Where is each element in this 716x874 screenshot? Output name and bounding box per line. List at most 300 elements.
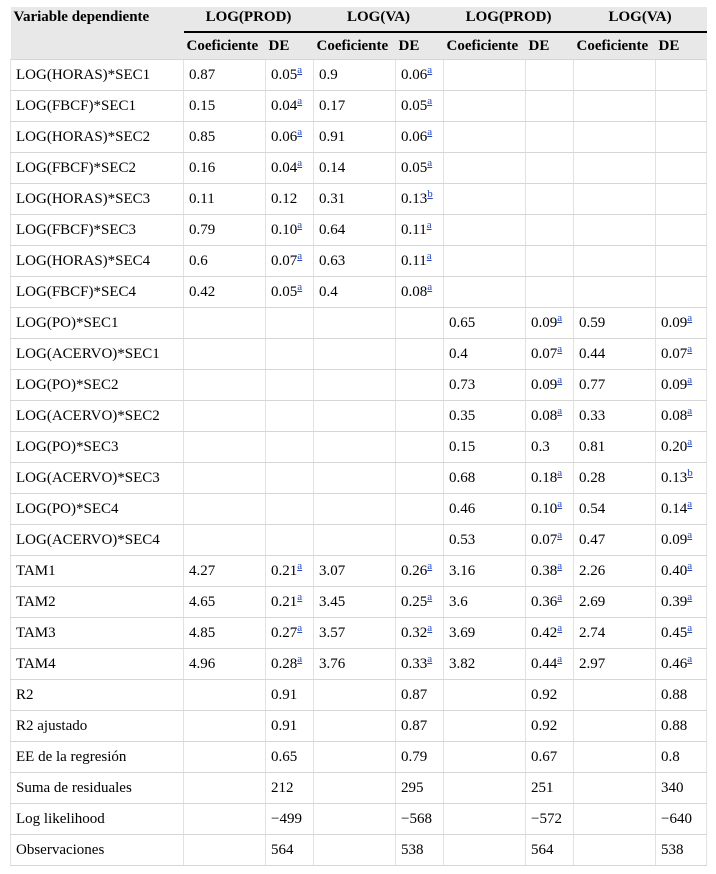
- footnote-link[interactable]: a: [687, 497, 693, 510]
- std-error-value: 538: [661, 841, 684, 858]
- footnote-link[interactable]: a: [297, 559, 303, 572]
- std-error-cell: [396, 339, 444, 370]
- std-error-cell: [266, 680, 314, 711]
- std-error-value: −572: [531, 810, 562, 827]
- std-error-value: 340: [661, 779, 684, 796]
- footnote-link[interactable]: a: [427, 621, 433, 634]
- std-error-cell: [526, 60, 574, 91]
- table-row: [11, 432, 707, 463]
- coefficient-cell: [314, 680, 396, 711]
- std-error-cell: [266, 773, 314, 804]
- footnote-link[interactable]: a: [427, 94, 433, 107]
- std-error-cell: [526, 91, 574, 122]
- std-error-cell: [396, 184, 444, 215]
- std-error-cell: [266, 711, 314, 742]
- table-row: [11, 370, 707, 401]
- std-error-cell: [396, 277, 444, 308]
- footnote-link[interactable]: a: [687, 621, 693, 634]
- std-error-cell: [266, 556, 314, 587]
- std-error-value: 0.11: [401, 221, 427, 238]
- std-error-value: 0.21: [271, 593, 298, 610]
- footnote-link[interactable]: a: [557, 311, 563, 324]
- std-error-cell: [656, 649, 707, 680]
- std-error-value: 0.92: [531, 717, 558, 734]
- table-row: [11, 649, 707, 680]
- std-error-cell: [656, 246, 707, 277]
- std-error-cell: [396, 308, 444, 339]
- footnote-link[interactable]: a: [427, 652, 433, 665]
- std-error-value: 0.39: [661, 593, 688, 610]
- table-row: [11, 680, 707, 711]
- coefficient-cell: [314, 370, 396, 401]
- std-error-cell: [526, 370, 574, 401]
- std-error-value: 0.11: [401, 252, 427, 269]
- table-row: [11, 742, 707, 773]
- coefficient-cell: [184, 525, 266, 556]
- std-error-value: 0.05: [271, 66, 298, 83]
- std-error-cell: [266, 153, 314, 184]
- std-error-cell: [656, 587, 707, 618]
- footnote-link[interactable]: a: [557, 621, 563, 634]
- coefficient-cell: 3.76: [314, 649, 396, 680]
- table-row: [11, 308, 707, 339]
- row-label: LOG(ACERVO)*SEC1: [11, 339, 184, 370]
- coefficient-cell: 0.6: [184, 246, 266, 277]
- coefficient-cell: 0.85: [184, 122, 266, 153]
- coefficient-cell: [574, 804, 656, 835]
- row-label: LOG(PO)*SEC2: [11, 370, 184, 401]
- coefficient-cell: 0.53: [444, 525, 526, 556]
- coefficient-cell: 2.74: [574, 618, 656, 649]
- coefficient-cell: 3.69: [444, 618, 526, 649]
- std-error-value: 0.26: [401, 562, 428, 579]
- header-coeficiente: Coeficiente: [574, 32, 656, 60]
- std-error-cell: [656, 525, 707, 556]
- row-label: R2: [11, 680, 184, 711]
- coefficient-cell: 0.4: [444, 339, 526, 370]
- table-row: [11, 525, 707, 556]
- std-error-cell: [526, 308, 574, 339]
- coefficient-cell: 0.65: [444, 308, 526, 339]
- coefficient-cell: [314, 463, 396, 494]
- footnote-link[interactable]: a: [687, 311, 693, 324]
- footnote-link[interactable]: a: [426, 249, 432, 262]
- coefficient-cell: [444, 122, 526, 153]
- coefficient-cell: 0.64: [314, 215, 396, 246]
- coefficient-cell: [444, 91, 526, 122]
- std-error-cell: [656, 556, 707, 587]
- coefficient-cell: 0.73: [444, 370, 526, 401]
- std-error-value: 0.07: [661, 345, 688, 362]
- std-error-value: 0.28: [271, 655, 298, 672]
- std-error-value: 0.88: [661, 717, 688, 734]
- footnote-link[interactable]: a: [557, 497, 563, 510]
- coefficient-cell: 4.85: [184, 618, 266, 649]
- table-row: [11, 773, 707, 804]
- std-error-value: 0.25: [401, 593, 428, 610]
- std-error-cell: [266, 215, 314, 246]
- std-error-cell: [266, 804, 314, 835]
- footnote-link[interactable]: a: [687, 342, 693, 355]
- coefficient-cell: 0.54: [574, 494, 656, 525]
- coefficient-cell: [574, 246, 656, 277]
- footnote-link[interactable]: a: [687, 590, 693, 603]
- coefficient-cell: 0.77: [574, 370, 656, 401]
- std-error-cell: [526, 804, 574, 835]
- std-error-cell: [396, 742, 444, 773]
- std-error-cell: [396, 246, 444, 277]
- coefficient-cell: [314, 339, 396, 370]
- std-error-cell: [526, 835, 574, 866]
- coefficient-cell: 3.6: [444, 587, 526, 618]
- coefficient-cell: [574, 742, 656, 773]
- footnote-link[interactable]: a: [687, 528, 693, 541]
- table-row: [11, 60, 707, 91]
- std-error-value: 0.13: [401, 190, 428, 207]
- std-error-cell: [396, 711, 444, 742]
- std-error-value: 0.04: [271, 97, 298, 114]
- table-row: [11, 556, 707, 587]
- coefficient-cell: [444, 60, 526, 91]
- table-row: [11, 494, 707, 525]
- std-error-value: 0.65: [271, 748, 298, 765]
- row-label: TAM3: [11, 618, 184, 649]
- std-error-cell: [656, 215, 707, 246]
- std-error-value: 0.09: [661, 376, 688, 393]
- coefficient-cell: 0.79: [184, 215, 266, 246]
- std-error-cell: [266, 277, 314, 308]
- std-error-cell: [526, 153, 574, 184]
- table-row: [11, 804, 707, 835]
- std-error-value: 0.06: [401, 128, 428, 145]
- footnote-link[interactable]: a: [426, 218, 432, 231]
- std-error-value: 0.10: [531, 500, 558, 517]
- table-row: [11, 215, 707, 246]
- std-error-value: 0.8: [661, 748, 680, 765]
- table-row: [11, 91, 707, 122]
- coefficient-cell: 0.42: [184, 277, 266, 308]
- std-error-cell: [526, 494, 574, 525]
- footnote-link[interactable]: a: [557, 590, 563, 603]
- std-error-cell: [266, 60, 314, 91]
- header-de: DE: [656, 32, 707, 60]
- footnote-link[interactable]: a: [427, 156, 433, 169]
- std-error-cell: [656, 401, 707, 432]
- std-error-value: 0.88: [661, 686, 688, 703]
- std-error-cell: [396, 494, 444, 525]
- row-label: LOG(ACERVO)*SEC3: [11, 463, 184, 494]
- coefficient-cell: [574, 91, 656, 122]
- coefficient-cell: 0.9: [314, 60, 396, 91]
- coefficient-cell: [574, 60, 656, 91]
- std-error-value: 538: [401, 841, 424, 858]
- coefficient-cell: [444, 153, 526, 184]
- std-error-cell: [266, 463, 314, 494]
- header-group-3: LOG(PROD): [444, 7, 574, 32]
- std-error-cell: [526, 122, 574, 153]
- coefficient-cell: 4.27: [184, 556, 266, 587]
- coefficient-cell: [184, 835, 266, 866]
- coefficient-cell: [314, 711, 396, 742]
- row-label: LOG(ACERVO)*SEC4: [11, 525, 184, 556]
- std-error-cell: [526, 742, 574, 773]
- std-error-value: 0.20: [661, 438, 688, 455]
- row-label: LOG(HORAS)*SEC2: [11, 122, 184, 153]
- coefficient-cell: 3.07: [314, 556, 396, 587]
- std-error-value: 0.04: [271, 159, 298, 176]
- std-error-cell: [396, 773, 444, 804]
- std-error-cell: [396, 525, 444, 556]
- std-error-value: 0.09: [661, 314, 688, 331]
- coefficient-cell: 0.4: [314, 277, 396, 308]
- std-error-value: 251: [531, 779, 554, 796]
- std-error-value: 295: [401, 779, 424, 796]
- header-group-1: LOG(PROD): [184, 7, 314, 32]
- coefficient-cell: [574, 835, 656, 866]
- std-error-value: 212: [271, 779, 294, 796]
- coefficient-cell: [574, 122, 656, 153]
- coefficient-cell: [314, 525, 396, 556]
- std-error-value: 0.44: [531, 655, 558, 672]
- coefficient-cell: [444, 773, 526, 804]
- footnote-link[interactable]: a: [297, 156, 303, 169]
- footnote-link[interactable]: a: [557, 559, 563, 572]
- coefficient-cell: [314, 494, 396, 525]
- std-error-cell: [656, 153, 707, 184]
- coefficient-cell: [184, 804, 266, 835]
- row-label: EE de la regresión: [11, 742, 184, 773]
- std-error-cell: [526, 773, 574, 804]
- footnote-link[interactable]: a: [427, 280, 433, 293]
- std-error-value: 0.09: [531, 376, 558, 393]
- std-error-cell: [526, 339, 574, 370]
- footnote-link[interactable]: a: [687, 652, 693, 665]
- table-row: [11, 277, 707, 308]
- coefficient-cell: 0.63: [314, 246, 396, 277]
- footnote-link[interactable]: a: [557, 466, 563, 479]
- coefficient-cell: 4.65: [184, 587, 266, 618]
- std-error-cell: [396, 680, 444, 711]
- coefficient-cell: [314, 804, 396, 835]
- coefficient-cell: [574, 153, 656, 184]
- coefficient-cell: 3.57: [314, 618, 396, 649]
- std-error-cell: [656, 60, 707, 91]
- footnote-link[interactable]: a: [297, 590, 303, 603]
- footnote-link[interactable]: a: [297, 249, 303, 262]
- footnote-link[interactable]: a: [687, 404, 693, 417]
- coefficient-cell: [444, 184, 526, 215]
- std-error-value: 0.27: [271, 624, 298, 641]
- header-dependent-variable: Variable dependiente: [11, 7, 184, 60]
- footnote-link[interactable]: a: [427, 63, 433, 76]
- footnote-link[interactable]: a: [297, 94, 303, 107]
- coefficient-cell: 0.59: [574, 308, 656, 339]
- table-row: [11, 401, 707, 432]
- coefficient-cell: 0.28: [574, 463, 656, 494]
- std-error-cell: [526, 556, 574, 587]
- std-error-cell: [526, 587, 574, 618]
- std-error-value: 0.05: [401, 159, 428, 176]
- row-label: LOG(FBCF)*SEC1: [11, 91, 184, 122]
- coefficient-cell: [574, 277, 656, 308]
- coefficient-cell: 0.16: [184, 153, 266, 184]
- std-error-cell: [396, 804, 444, 835]
- footnote-link[interactable]: a: [557, 342, 563, 355]
- std-error-cell: [266, 91, 314, 122]
- footnote-link[interactable]: a: [687, 435, 693, 448]
- std-error-cell: [656, 773, 707, 804]
- row-label: LOG(HORAS)*SEC3: [11, 184, 184, 215]
- footnote-link[interactable]: a: [297, 652, 303, 665]
- row-label: Observaciones: [11, 835, 184, 866]
- footnote-link[interactable]: a: [297, 125, 303, 138]
- std-error-cell: [526, 246, 574, 277]
- std-error-cell: [266, 432, 314, 463]
- header-coeficiente: Coeficiente: [444, 32, 526, 60]
- std-error-cell: [656, 835, 707, 866]
- std-error-cell: [396, 463, 444, 494]
- std-error-cell: [526, 649, 574, 680]
- coefficient-cell: [444, 835, 526, 866]
- coefficient-cell: 0.11: [184, 184, 266, 215]
- row-label: LOG(HORAS)*SEC1: [11, 60, 184, 91]
- std-error-cell: [266, 835, 314, 866]
- std-error-cell: [266, 401, 314, 432]
- header-de: DE: [396, 32, 444, 60]
- std-error-value: 0.05: [271, 283, 298, 300]
- coefficient-cell: 0.31: [314, 184, 396, 215]
- std-error-cell: [266, 618, 314, 649]
- std-error-value: 0.12: [271, 190, 298, 207]
- coefficient-cell: 0.14: [314, 153, 396, 184]
- std-error-cell: [526, 432, 574, 463]
- footnote-link[interactable]: a: [557, 373, 563, 386]
- coefficient-cell: [184, 711, 266, 742]
- std-error-value: 564: [271, 841, 294, 858]
- row-label: LOG(ACERVO)*SEC2: [11, 401, 184, 432]
- coefficient-cell: [184, 680, 266, 711]
- header-group-2: LOG(VA): [314, 7, 444, 32]
- coefficient-cell: 0.15: [444, 432, 526, 463]
- std-error-cell: [656, 308, 707, 339]
- coefficient-cell: [184, 773, 266, 804]
- coefficient-cell: [574, 680, 656, 711]
- coefficient-cell: 4.96: [184, 649, 266, 680]
- std-error-value: −568: [401, 810, 432, 827]
- std-error-cell: [656, 122, 707, 153]
- coefficient-cell: [444, 711, 526, 742]
- std-error-cell: [526, 711, 574, 742]
- table-row: [11, 153, 707, 184]
- std-error-cell: [526, 525, 574, 556]
- std-error-cell: [396, 370, 444, 401]
- row-label: TAM4: [11, 649, 184, 680]
- std-error-value: 0.07: [531, 345, 558, 362]
- std-error-cell: [396, 618, 444, 649]
- footnote-link[interactable]: a: [687, 373, 693, 386]
- table-row: [11, 122, 707, 153]
- footnote-link[interactable]: a: [427, 559, 433, 572]
- footnote-link[interactable]: a: [297, 63, 303, 76]
- footnote-link[interactable]: a: [427, 125, 433, 138]
- std-error-cell: [396, 432, 444, 463]
- std-error-value: 0.40: [661, 562, 688, 579]
- footnote-link[interactable]: b: [427, 187, 433, 200]
- std-error-cell: [526, 184, 574, 215]
- std-error-cell: [526, 618, 574, 649]
- coefficient-cell: [184, 742, 266, 773]
- coefficient-cell: [184, 401, 266, 432]
- coefficient-cell: 0.44: [574, 339, 656, 370]
- std-error-cell: [526, 463, 574, 494]
- std-error-cell: [396, 401, 444, 432]
- std-error-value: 0.79: [401, 748, 428, 765]
- footnote-link[interactable]: a: [557, 652, 563, 665]
- footnote-link[interactable]: a: [297, 621, 303, 634]
- table-row: [11, 835, 707, 866]
- footnote-link[interactable]: a: [297, 218, 303, 231]
- std-error-cell: [526, 680, 574, 711]
- footnote-link[interactable]: b: [687, 466, 693, 479]
- footnote-link[interactable]: a: [427, 590, 433, 603]
- footnote-link[interactable]: a: [687, 559, 693, 572]
- header-de: DE: [266, 32, 314, 60]
- coefficient-cell: 3.16: [444, 556, 526, 587]
- footnote-link[interactable]: a: [297, 280, 303, 293]
- std-error-value: 0.18: [531, 469, 558, 486]
- footnote-link[interactable]: a: [557, 528, 563, 541]
- row-label: LOG(FBCF)*SEC3: [11, 215, 184, 246]
- coefficient-cell: 2.26: [574, 556, 656, 587]
- std-error-value: 0.42: [531, 624, 558, 641]
- std-error-value: 0.33: [401, 655, 428, 672]
- std-error-cell: [266, 246, 314, 277]
- coefficient-cell: [184, 432, 266, 463]
- std-error-value: 0.07: [271, 252, 298, 269]
- coefficient-cell: 3.82: [444, 649, 526, 680]
- table-row: [11, 184, 707, 215]
- std-error-value: 0.92: [531, 686, 558, 703]
- std-error-value: 0.91: [271, 717, 298, 734]
- std-error-cell: [266, 494, 314, 525]
- std-error-cell: [526, 277, 574, 308]
- row-label: LOG(PO)*SEC4: [11, 494, 184, 525]
- std-error-value: 0.91: [271, 686, 298, 703]
- std-error-cell: [656, 463, 707, 494]
- row-label: LOG(FBCF)*SEC4: [11, 277, 184, 308]
- std-error-cell: [656, 804, 707, 835]
- std-error-cell: [656, 91, 707, 122]
- coefficient-cell: 0.35: [444, 401, 526, 432]
- header-de: DE: [526, 32, 574, 60]
- header-group-4: LOG(VA): [574, 7, 707, 32]
- table-row: [11, 463, 707, 494]
- std-error-cell: [656, 339, 707, 370]
- std-error-value: 0.09: [531, 314, 558, 331]
- coefficient-cell: [314, 432, 396, 463]
- std-error-value: −640: [661, 810, 692, 827]
- std-error-cell: [266, 339, 314, 370]
- footnote-link[interactable]: a: [557, 404, 563, 417]
- coefficient-cell: [314, 742, 396, 773]
- table-header: [11, 7, 707, 60]
- std-error-cell: [656, 432, 707, 463]
- std-error-value: 0.36: [531, 593, 558, 610]
- row-label: Log likelihood: [11, 804, 184, 835]
- table-row: [11, 339, 707, 370]
- std-error-cell: [656, 618, 707, 649]
- std-error-value: 0.09: [661, 531, 688, 548]
